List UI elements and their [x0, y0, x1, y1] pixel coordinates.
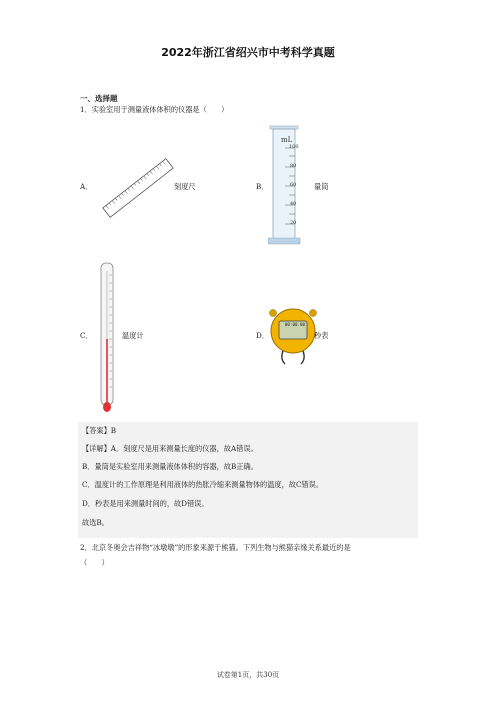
cylinder-tick: 100 — [289, 144, 299, 150]
page-title: 2022年浙江省绍兴市中考科学真题 — [161, 46, 335, 59]
option-b-letter: B． — [256, 182, 269, 191]
explanation-line: B．量筒是实验室用来测量液体体积的容器，故B正确。 — [82, 462, 258, 471]
explanation-line: C．温度计的工作原理是利用液体的热胀冷缩来测量物体的温度，故C错误。 — [82, 480, 324, 489]
conclusion-line: 故选B。 — [82, 518, 109, 527]
option-a-letter: A． — [80, 182, 93, 191]
explanation-line: 【详解】A．刻度尺是用来测量长度的仪器，故A错误。 — [82, 444, 258, 453]
section-heading: 一、选择题 — [80, 94, 118, 103]
question-2-stem: 2．北京冬奥会吉祥物“冰墩墩”的形象来源于熊猫。下列生物与熊猫亲缘关系最近的是 — [80, 543, 351, 552]
option-c-letter: C． — [80, 331, 93, 340]
cylinder-tick: 80 — [290, 163, 297, 169]
cylinder-tick: 40 — [290, 201, 297, 207]
ruler-image — [96, 152, 180, 224]
option-b-label: 量筒 — [314, 182, 329, 191]
question-2-stem-cont: （ ） — [80, 558, 109, 567]
question-1-stem: 1．实验室用于测量液体体积的仪器是（ ） — [80, 105, 229, 114]
cylinder-tick: 60 — [290, 182, 297, 188]
answer-box — [78, 422, 418, 538]
cylinder-tick: 20 — [290, 220, 297, 226]
cylinder-unit: mL — [281, 136, 293, 144]
answer-line: 【答案】B — [82, 426, 117, 435]
thermometer-image — [98, 261, 116, 415]
option-c-label: 温度计 — [122, 331, 144, 340]
explanation-line: D．秒表是用来测量时间的，故D错误。 — [82, 499, 209, 508]
option-d-letter: D． — [256, 331, 269, 340]
page-footer: 试卷第1页，共30页 — [216, 671, 280, 679]
stopwatch-display: 00:00.00 — [284, 322, 306, 327]
stopwatch-image — [268, 305, 318, 367]
option-d-label: 秒表 — [314, 331, 329, 340]
option-a-label: 刻度尺 — [174, 182, 196, 191]
